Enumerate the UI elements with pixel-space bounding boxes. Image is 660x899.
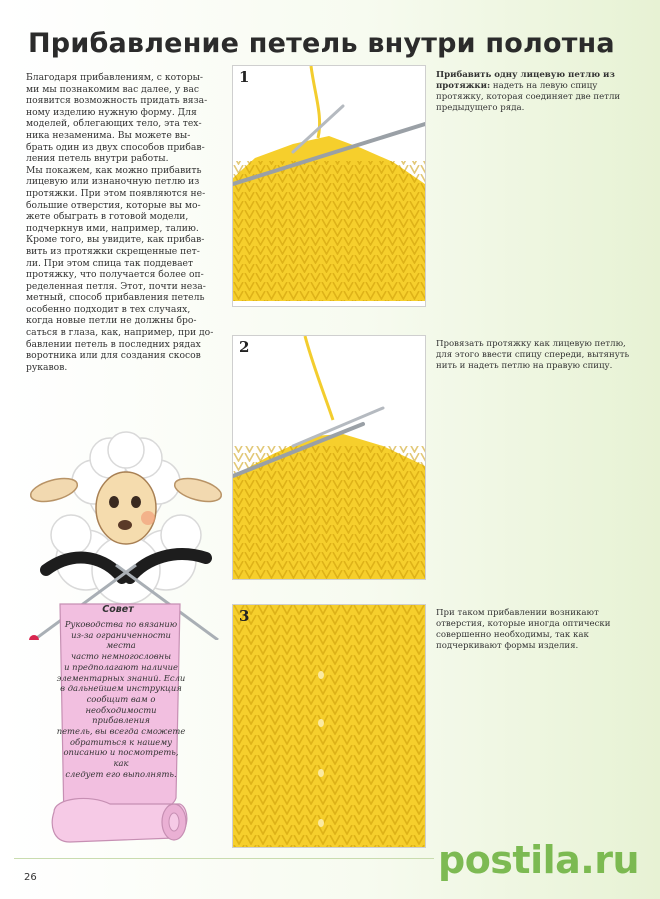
step-2-caption-text: Провязать протяжку как лицевую петлю, для этого ввести спицу спереди, вытянуть нить и надеть петлю на правую спицу. <box>436 339 630 371</box>
step-3-caption-text: При таком прибавлении возникают отверстия, которые иногда оптически совершенно необходимы, так как подчеркивают формы изделия. <box>436 608 611 651</box>
step-2-number: 2 <box>239 338 250 356</box>
step-2-illustration <box>233 336 425 579</box>
intro-line: протяжку, что получается более оп- <box>26 269 204 281</box>
step-1-number: 1 <box>239 68 250 86</box>
page-title: Прибавление петель внутри полотна <box>28 28 615 60</box>
tip-line: следует его выполнять. <box>65 768 177 779</box>
intro-line: ления петель внутри работы. <box>26 153 169 165</box>
intro-line: лицевую или изнаночную петлю из <box>26 176 200 188</box>
tip-line: в дальнейшем инструкция <box>60 683 182 694</box>
intro-line: подчеркнув ими, например, талию. <box>26 222 199 234</box>
step-3-number: 3 <box>239 607 250 625</box>
tip-line: элементарных знаний. Если <box>56 672 186 683</box>
intro-line: жете обыграть в готовой модели, <box>26 211 189 223</box>
intro-line: особенно подходит в тех случаях, <box>26 303 191 315</box>
tip-text <box>56 619 186 780</box>
step-3-caption <box>436 608 632 652</box>
intro-line: когда новые петли не должны бро- <box>26 315 197 327</box>
tip-line: и предполагают наличие <box>64 661 178 672</box>
intro-line: ному изделию нужную форму. Для <box>26 106 197 118</box>
intro-line: протяжки. При этом появляются не- <box>26 187 206 199</box>
watermark: postila.ru <box>438 838 640 882</box>
intro-line: ределенная петля. Этот, почти неза- <box>26 280 206 292</box>
intro-line: метный, способ прибавления петель <box>26 292 205 304</box>
intro-line: моделей, облегающих тело, эта тех- <box>26 118 202 130</box>
intro-text <box>26 72 216 373</box>
intro-line: воротника или для создания скосов <box>26 350 201 362</box>
tip-line: Руководства по вязанию <box>64 619 178 629</box>
tip-line: из-за ограниченности места <box>71 629 171 651</box>
step-3-illustration <box>233 605 425 847</box>
step-3-photo <box>232 604 426 848</box>
tip-line: обратиться к нашему <box>69 736 173 747</box>
intro-line: брать один из двух способов прибав- <box>26 141 205 153</box>
step-1-photo <box>232 65 426 307</box>
step-2-photo <box>232 335 426 580</box>
step-1-caption-text: надеть на левую спицу протяжку, которая соединяет две петли предыдущего ряда. <box>436 81 621 113</box>
intro-line: ника незаменима. Вы можете вы- <box>26 129 191 141</box>
footer-divider <box>14 858 434 859</box>
knit-texture <box>233 161 425 306</box>
intro-line: Мы покажем, как можно прибавить <box>26 164 202 176</box>
intro-line: ми мы познакомим вас далее, у вас <box>26 83 199 95</box>
tip-title: Совет <box>102 604 134 615</box>
step-1-caption <box>436 70 632 114</box>
intro-line: ли. При этом спица так поддевает <box>26 257 194 269</box>
tip-line: часто немногословны <box>70 651 172 662</box>
intro-line: рукавов. <box>26 361 68 373</box>
step-1-illustration <box>233 66 425 306</box>
tip-line: сообщит вам о <box>86 693 156 704</box>
intro-line: Благодаря прибавлениям, с которы- <box>26 72 204 83</box>
intro-line: появится возможность придать вяза- <box>26 95 208 107</box>
intro-line: вить из протяжки скрещенные пет- <box>26 245 200 257</box>
page-number: 26 <box>24 872 37 883</box>
intro-line: бавлении петель в последних рядах <box>26 338 201 350</box>
step-2-caption <box>436 339 632 372</box>
intro-line: саться в глаза, как, например, при до- <box>26 327 214 339</box>
tip-line: необходимости прибавления <box>85 704 157 726</box>
step-1-caption-bold: Прибавить одну лицевую петлю из протяжки: <box>436 70 615 91</box>
tip-line: описанию и посмотреть, как <box>63 747 179 769</box>
intro-line: Кроме того, вы увидите, как прибав- <box>26 234 205 246</box>
tip-line: петель, вы всегда сможете <box>56 726 186 737</box>
intro-line: большие отверстия, которые вы мо- <box>26 199 201 211</box>
